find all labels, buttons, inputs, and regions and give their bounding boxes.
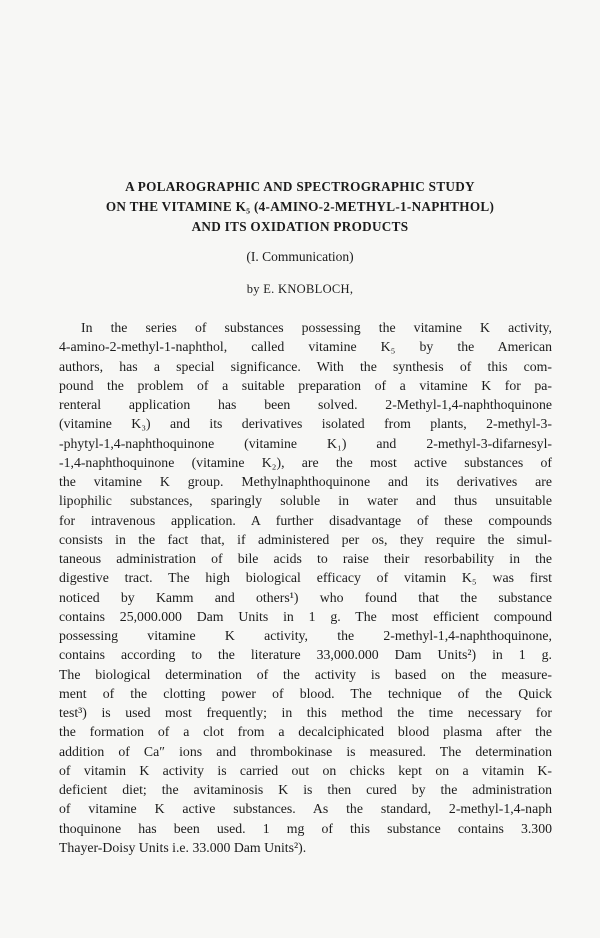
title-line: AND ITS OXIDATION PRODUCTS [191,219,409,234]
body-line: addition of Ca″ ions and thrombokinase is measured. The determination [59,743,552,759]
body-line: the formation of a clot from a decalciphicated blood plasma after the [59,724,552,740]
body-line: of vitamin K activity is carried out on chicks kept on a vitamin K- [59,762,552,778]
body-line: contains according to the literature 33,000.000 Dam Units²) in 1 g. [59,647,552,663]
body-line: authors, has a special significance. With the synthesis of this com- [59,358,552,374]
body-line: (vitamine K₃) and its derivatives isolated from plants, 2-methyl-3- [59,416,552,432]
body-line: In the series of substances possessing the vitamine K activity, [81,320,552,335]
body-line: possessing vitamine K activity, the 2-methyl-1,4-naphthoquinone, [59,628,552,643]
body-line: the vitamine K group. Methylnaphthoquinone and its derivatives are [59,474,552,489]
body-line: -1,4-naphthoquinone (vitamine K₂), are the most active substances of [59,454,552,470]
communication-label: (I. Communication) [246,249,354,264]
body-line: noticed by Kamm and others¹) who found that the substance [59,589,552,605]
body-line: of vitamine K active substances. As the standard, 2-methyl-1,4-naph [59,801,552,817]
body-line: deficient diet; the avitaminosis K is then cured by the administration [59,782,552,797]
body-line: digestive tract. The high biological efficacy of vitamin K₅ was first [59,570,552,586]
body-line: Thayer-Doisy Units i.e. 33.000 Dam Units²). [59,839,307,855]
body-line: renteral application has been solved. 2-Methyl-1,4-naphthoquinone [59,397,552,412]
body-line: thoquinone has been used. 1 mg of this substance contains 3.300 [59,820,552,836]
body-text [59,318,552,857]
body-line: pound the problem of a suitable preparation of a vitamine K for pa- [59,377,552,393]
body-line: taneous administration of bile acids to raise their resorbability in the [59,551,552,566]
paper-title [40,177,560,237]
title-line: A POLAROGRAPHIC AND SPECTROGRAPHIC STUDY [125,179,475,194]
author-line: by E. KNOBLOCH, [246,282,354,296]
body-line: The biological determination of the activity is based on the measure- [59,666,552,682]
body-line: 4-amino-2-methyl-1-naphthol, called vitamine K₅ by the American [59,339,552,355]
body-line: consists in the fact that, if administered per os, they require the simul- [59,531,552,547]
body-line: test³) is used most frequently; in this method the time necessary for [59,705,552,720]
body-line: -phytyl-1,4-naphthoquinone (vitamine K₁) and 2-methyl-3-difarnesyl- [59,435,552,451]
body-line: contains 25,000.000 Dam Units in 1 g. The most efficient compound [59,608,552,624]
title-line: ON THE VITAMINE K₅ (4-AMINO-2-METHYL-1-NAPHTHOL) [105,199,495,214]
body-line: ment of the clotting power of blood. The technique of the Quick [59,685,552,701]
body-line: lipophilic substances, sparingly soluble in water and thus unsuitable [59,493,552,509]
body-line: for intravenous application. A further disadvantage of these compounds [59,512,552,528]
